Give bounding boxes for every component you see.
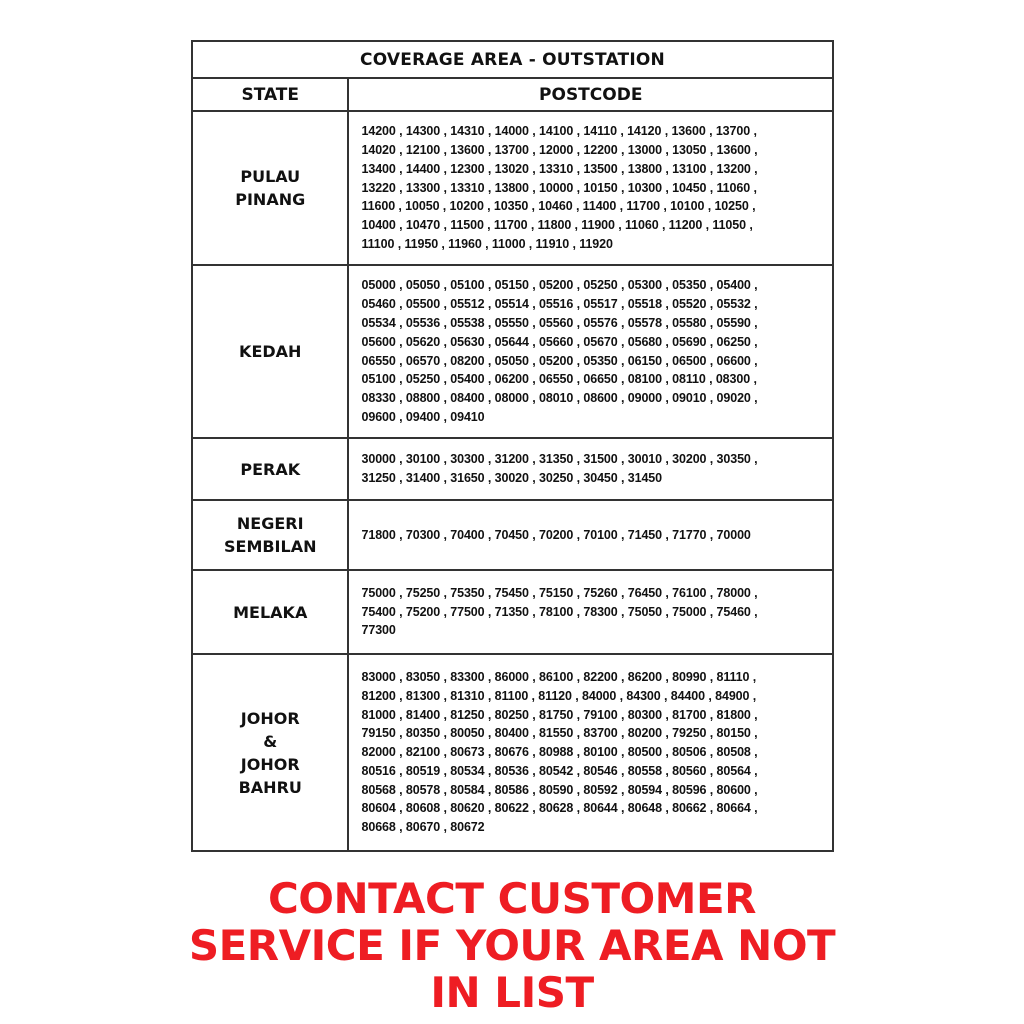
postcode-line: 75400 , 75200 , 77500 , 71350 , 78100 , 78300 , 75050 , 75000 , 75460 , xyxy=(361,604,758,619)
postcode-cell xyxy=(348,570,833,654)
state-column-header: STATE xyxy=(192,78,348,111)
postcode-line: 05000 , 05050 , 05100 , 05150 , 05200 , 05250 , 05300 , 05350 , 05400 , xyxy=(361,278,758,293)
state-cell xyxy=(192,438,348,500)
postcode-line: 14020 , 12100 , 13600 , 13700 , 12000 , 12200 , 13000 , 13050 , 13600 , xyxy=(361,143,758,157)
postcode-line: 13220 , 13300 , 13310 , 13800 , 10000 , 10150 , 10300 , 10450 , 11060 , xyxy=(361,180,757,195)
table-row xyxy=(192,570,833,654)
postcode-line: 05600 , 05620 , 05630 , 05644 , 05660 , 05670 , 05680 , 05690 , 06250 , xyxy=(361,334,758,349)
postcode-line: 75000 , 75250 , 75350 , 75450 , 75150 , 75260 , 76450 , 76100 , 78000 , xyxy=(361,585,758,600)
postcode-line: 30000 , 30100 , 30300 , 31200 , 31350 , 31500 , 30010 , 30200 , 30350 , xyxy=(361,452,758,467)
state-cell xyxy=(192,111,348,265)
postcode-line: 82000 , 82100 , 80673 , 80676 , 80988 , 80100 , 80500 , 80506 , 80508 , xyxy=(361,745,758,760)
contact-notice-line: SERVICE IF YOUR AREA NOT xyxy=(188,921,836,970)
contact-notice-line: IN LIST xyxy=(430,968,594,1017)
postcode-line: 31250 , 31400 , 31650 , 30020 , 30250 , 30450 , 31450 xyxy=(361,471,663,485)
postcode-list xyxy=(361,276,826,426)
title-row xyxy=(192,41,833,78)
contact-notice-line: CONTACT CUSTOMER xyxy=(267,874,757,923)
postcode-line: 11600 , 10050 , 10200 , 10350 , 10460 , 11400 , 11700 , 10100 , 10250 , xyxy=(361,199,756,214)
state-name-line: JOHOR xyxy=(240,754,300,774)
postcode-list xyxy=(361,668,826,837)
postcode-line: 71800 , 70300 , 70400 , 70450 , 70200 , 70100 , 71450 , 71770 , 70000 xyxy=(361,527,751,542)
postcode-line: 80568 , 80578 , 80584 , 80586 , 80590 , 80592 , 80594 , 80596 , 80600 , xyxy=(361,782,758,797)
postcode-line: 08330 , 08800 , 08400 , 08000 , 08010 , 08600 , 09000 , 09010 , 09020 , xyxy=(361,391,758,406)
state-name-line: NEGERI xyxy=(236,514,304,533)
postcode-line: 14200 , 14300 , 14310 , 14000 , 14100 , 14110 , 14120 , 13600 , 13700 , xyxy=(361,124,757,139)
state-name-line: BAHRU xyxy=(238,777,302,797)
postcode-line: 80668 , 80670 , 80672 xyxy=(361,820,485,835)
contact-notice xyxy=(0,875,1024,1016)
state-cell xyxy=(192,500,348,570)
postcode-line: 81000 , 81400 , 81250 , 80250 , 81750 , 79100 , 80300 , 81700 , 81800 , xyxy=(361,707,758,722)
table-row xyxy=(192,654,833,851)
postcode-line: 77300 xyxy=(361,623,396,638)
postcode-cell xyxy=(348,500,833,570)
postcode-line: 05100 , 05250 , 05400 , 06200 , 06550 , 06650 , 08100 , 08110 , 08300 , xyxy=(361,372,757,387)
state-name-line: MELAKA xyxy=(233,602,308,622)
postcode-line: 81200 , 81300 , 81310 , 81100 , 81120 , 84000 , 84300 , 84400 , 84900 , xyxy=(361,688,757,703)
postcode-line: 80516 , 80519 , 80534 , 80536 , 80542 , 80546 , 80558 , 80560 , 80564 , xyxy=(361,763,758,778)
state-cell xyxy=(192,570,348,654)
postcode-line: 05460 , 05500 , 05512 , 05514 , 05516 , 05517 , 05518 , 05520 , 05532 , xyxy=(361,297,758,312)
postcode-line: 09600 , 09400 , 09410 xyxy=(361,409,485,424)
state-cell xyxy=(192,654,348,851)
state-name-line: PINANG xyxy=(235,190,306,209)
postcode-list xyxy=(361,450,826,488)
state-name-line: SEMBILAN xyxy=(223,537,317,556)
state-cell xyxy=(192,265,348,438)
postcode-list xyxy=(361,526,826,545)
state-name-line: & xyxy=(263,731,278,751)
table-row xyxy=(192,438,833,500)
state-name-line: PERAK xyxy=(240,459,301,479)
postcode-line: 83000 , 83050 , 83300 , 86000 , 86100 , 82200 , 86200 , 80990 , 81110 , xyxy=(361,669,757,684)
postcode-line: 06550 , 06570 , 08200 , 05050 , 05200 , 05350 , 06150 , 06500 , 06600 , xyxy=(361,353,758,368)
table-title: COVERAGE AREA - OUTSTATION xyxy=(192,41,833,78)
postcode-column-header: POSTCODE xyxy=(348,78,833,111)
postcode-list xyxy=(361,584,826,640)
table-row xyxy=(192,111,833,265)
postcode-line: 11100 , 11950 , 11960 , 11000 , 11910 , 11920 xyxy=(361,236,613,251)
postcode-cell xyxy=(348,438,833,500)
table-row xyxy=(192,500,833,570)
postcode-list xyxy=(361,122,826,254)
postcode-cell xyxy=(348,654,833,851)
postcode-line: 10400 , 10470 , 11500 , 11700 , 11800 , 11900 , 11060 , 11200 , 11050 , xyxy=(361,218,753,233)
postcode-cell xyxy=(348,111,833,265)
coverage-table xyxy=(191,40,834,852)
state-name-line: JOHOR xyxy=(240,708,300,728)
table-row xyxy=(192,265,833,438)
postcode-line: 79150 , 80350 , 80050 , 80400 , 81550 , 83700 , 80200 , 79250 , 80150 , xyxy=(361,726,758,741)
header-row xyxy=(192,78,833,111)
postcode-line: 05534 , 05536 , 05538 , 05550 , 05560 , 05576 , 05578 , 05580 , 05590 , xyxy=(361,315,758,330)
postcode-line: 13400 , 14400 , 12300 , 13020 , 13310 , 13500 , 13800 , 13100 , 13200 , xyxy=(361,161,758,176)
state-name-line: PULAU xyxy=(240,167,301,186)
state-name-line: KEDAH xyxy=(239,342,302,361)
table-body xyxy=(192,111,833,851)
postcode-line: 80604 , 80608 , 80620 , 80622 , 80628 , 80644 , 80648 , 80662 , 80664 , xyxy=(361,801,758,816)
postcode-cell xyxy=(348,265,833,438)
